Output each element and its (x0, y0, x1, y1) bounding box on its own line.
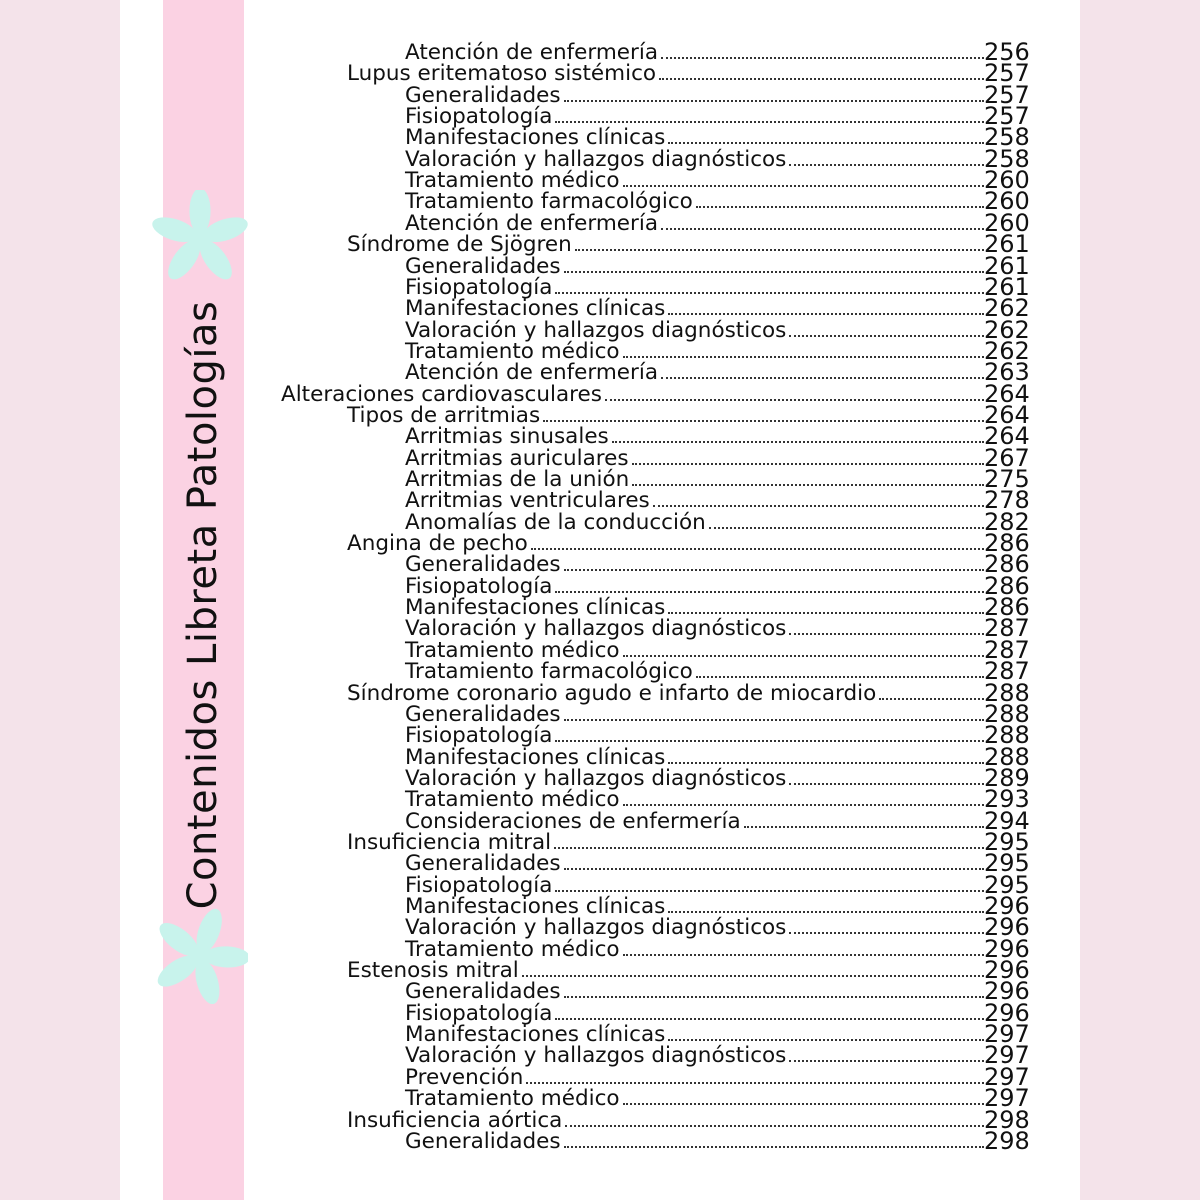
toc-entry-title: Tratamiento médico (405, 936, 620, 962)
dot-leader (564, 566, 984, 571)
toc-entry[interactable] (405, 443, 1030, 472)
dot-leader (789, 780, 984, 785)
toc-entry-title: Tratamiento médico (405, 1086, 620, 1112)
toc-entry[interactable] (347, 956, 1030, 985)
toc-page-number: 295 (984, 849, 1030, 878)
toc-page-number: 293 (984, 785, 1030, 814)
dot-leader (526, 1079, 984, 1084)
toc-entry-title: Angina de pecho (347, 531, 528, 557)
toc-entry-title: Tratamiento médico (405, 338, 620, 364)
toc-entry[interactable] (347, 59, 1030, 88)
toc-entry-title: Fisiopatología (405, 104, 553, 130)
toc-entry[interactable] (405, 721, 1030, 750)
toc-page-number: 258 (984, 123, 1030, 152)
dot-leader (623, 1100, 984, 1105)
toc-page-number: 287 (984, 657, 1030, 686)
toc-entry-title: Insuficiencia mitral (347, 829, 552, 855)
toc-page-number: 257 (984, 80, 1030, 109)
toc-page-number: 287 (984, 614, 1030, 643)
toc-entry[interactable] (405, 785, 1030, 814)
dot-leader (555, 737, 984, 742)
dot-leader (696, 203, 984, 208)
dot-leader (668, 908, 984, 913)
toc-entry-title: Arritmias de la unión (405, 467, 630, 492)
toc-entry-title: Fisiopatología (405, 723, 553, 749)
toc-entry[interactable] (405, 38, 1030, 66)
dot-leader (632, 460, 984, 465)
toc-page-number: 262 (984, 315, 1030, 344)
dot-leader (555, 1015, 984, 1020)
toc-entry-title: Generalidades (405, 552, 561, 578)
dot-leader (879, 695, 984, 700)
dot-leader (564, 268, 984, 273)
toc-entry-title: Valoración y hallazgos diagnósticos (405, 616, 787, 642)
dot-leader (789, 1057, 984, 1062)
toc-entry[interactable] (405, 657, 1030, 686)
toc-page-number: 296 (984, 913, 1030, 942)
toc-entry[interactable] (405, 1126, 1030, 1155)
toc-page-number: 258 (984, 144, 1030, 173)
dot-leader (612, 438, 984, 443)
toc-entry[interactable] (347, 400, 1030, 429)
toc-page-number: 298 (984, 1126, 1030, 1155)
toc-entry[interactable] (405, 144, 1030, 173)
toc-entry-title: Tratamiento médico (405, 637, 620, 663)
toc-entry-title: Manifestaciones clínicas (405, 744, 666, 770)
toc-entry[interactable] (405, 1041, 1030, 1070)
toc-entry-title: Tratamiento farmacológico (405, 189, 693, 215)
toc-page-number: 296 (984, 892, 1030, 920)
toc-page-number: 295 (984, 827, 1030, 856)
toc-entry-title: Valoración y hallazgos diagnósticos (405, 765, 787, 791)
dot-leader (555, 118, 984, 123)
toc-entry-title: Tratamiento farmacológico (405, 659, 693, 685)
dot-leader (709, 524, 984, 529)
toc-entry-title: Prevención (405, 1064, 524, 1090)
toc-page-number: 288 (984, 678, 1030, 707)
toc-page-number: 264 (984, 400, 1030, 429)
toc-entry-title: Arritmias auriculares (405, 445, 629, 471)
toc-entry[interactable] (347, 230, 1030, 259)
toc-page-number: 263 (984, 358, 1030, 387)
toc-page-number: 278 (984, 486, 1030, 515)
toc-entry-title: Manifestaciones clínicas (405, 894, 666, 919)
dot-leader (554, 844, 984, 849)
toc-entry[interactable] (405, 123, 1030, 152)
dot-leader (605, 396, 984, 401)
toc-entry[interactable] (405, 977, 1030, 1006)
toc-entry[interactable] (405, 507, 1030, 536)
toc-entry-title: Valoración y hallazgos diagnósticos (405, 915, 787, 941)
toc-entry-title: Atención de enfermería (405, 40, 659, 65)
toc-entry[interactable] (405, 465, 1030, 493)
toc-entry[interactable] (405, 870, 1030, 899)
toc-entry-title: Tratamiento médico (405, 787, 620, 813)
toc-entry[interactable] (405, 550, 1030, 579)
toc-entry-title: Valoración y hallazgos diagnósticos (405, 1043, 787, 1069)
dot-leader (623, 801, 984, 806)
toc-entry-title: Valoración y hallazgos diagnósticos (405, 146, 787, 172)
toc-page-number: 262 (984, 294, 1030, 323)
toc-page-number: 261 (984, 230, 1030, 259)
dot-leader (661, 374, 984, 379)
toc-entry[interactable] (281, 379, 1030, 408)
toc-entry[interactable] (405, 1084, 1030, 1113)
dot-leader (623, 353, 984, 358)
dot-leader (575, 246, 984, 251)
toc-entry[interactable] (405, 849, 1030, 878)
toc-entry[interactable] (405, 593, 1030, 622)
toc-entry[interactable] (405, 486, 1030, 515)
toc-entry[interactable] (405, 80, 1030, 109)
dot-leader (789, 332, 984, 337)
toc-page-number: 260 (984, 166, 1030, 195)
toc-entry[interactable] (405, 336, 1030, 365)
toc-page-number: 297 (984, 1041, 1030, 1070)
toc-entry-title: Lupus eritematoso sistémico (347, 61, 657, 87)
toc-entry-title: Manifestaciones clínicas (405, 125, 666, 151)
toc-page-number: 295 (984, 870, 1030, 899)
toc-page-number: 289 (984, 763, 1030, 792)
dot-leader (564, 993, 984, 998)
dot-leader (668, 759, 984, 764)
dot-leader (661, 225, 984, 230)
toc-page-number: 257 (984, 59, 1030, 88)
toc-entry[interactable] (405, 635, 1030, 664)
toc-entry[interactable] (405, 208, 1030, 237)
dot-leader (668, 1036, 984, 1041)
toc-page-number: 287 (984, 635, 1030, 664)
toc-entry-title: Arritmias ventriculares (405, 488, 650, 514)
toc-page-number: 286 (984, 529, 1030, 558)
toc-page-number: 282 (984, 507, 1030, 536)
toc-page-number: 256 (984, 38, 1030, 66)
toc-entry[interactable] (405, 892, 1030, 920)
toc-entry-title: Fisiopatología (405, 573, 553, 599)
dot-leader (623, 951, 984, 956)
dot-leader (555, 887, 984, 892)
toc-entry[interactable] (405, 358, 1030, 387)
dot-leader (668, 139, 984, 144)
toc-page-number: 288 (984, 742, 1030, 771)
toc-page-number: 288 (984, 699, 1030, 728)
toc-page-number: 257 (984, 102, 1030, 131)
toc-entry-title: Manifestaciones clínicas (405, 1022, 666, 1048)
toc-page-number: 288 (984, 721, 1030, 750)
toc-page-number: 296 (984, 977, 1030, 1006)
toc-page-number: 262 (984, 336, 1030, 365)
toc-entry-title: Insuficiencia aórtica (347, 1107, 563, 1133)
sidebar-title: Contenidos Libreta Patologías (180, 300, 226, 910)
toc-entry[interactable] (405, 422, 1030, 451)
toc-entry-title: Atención de enfermería (405, 360, 659, 386)
toc-entry[interactable] (405, 998, 1030, 1027)
dot-leader (564, 1143, 984, 1148)
toc-entry[interactable] (347, 1105, 1030, 1134)
toc-entry[interactable] (347, 827, 1030, 856)
dot-leader (531, 545, 984, 550)
toc-entry-title: Generalidades (405, 253, 561, 279)
toc-entry[interactable] (405, 1020, 1030, 1049)
dot-leader (696, 673, 984, 678)
dot-leader (661, 54, 984, 59)
toc-entry[interactable] (405, 1062, 1030, 1091)
toc-entry[interactable] (405, 934, 1030, 963)
toc-entry-title: Generalidades (405, 851, 561, 877)
toc-entry-title: Generalidades (405, 1128, 561, 1154)
toc-entry-title: Estenosis mitral (347, 958, 519, 984)
dot-leader (789, 161, 984, 166)
dot-leader (564, 97, 984, 102)
toc-entry-title: Fisiopatología (405, 274, 553, 300)
dot-leader (623, 652, 984, 657)
toc-entry[interactable] (347, 678, 1030, 707)
dot-leader (623, 182, 984, 187)
toc-page-number: 261 (984, 251, 1030, 280)
toc-entry-title: Manifestaciones clínicas (405, 296, 666, 322)
dot-leader (744, 823, 984, 828)
toc-entry-title: Consideraciones de enfermería (405, 808, 741, 834)
dot-leader (564, 865, 984, 870)
toc-entry[interactable] (347, 529, 1030, 558)
toc-page-number: 296 (984, 934, 1030, 963)
toc-entry[interactable] (405, 272, 1030, 301)
toc-page-number: 297 (984, 1084, 1030, 1113)
toc-entry-title: Atención de enfermería (405, 210, 659, 236)
toc-entry-title: Anomalías de la conducción (405, 509, 706, 535)
toc-page-number: 296 (984, 998, 1030, 1027)
toc-entry[interactable] (405, 913, 1030, 942)
toc-entry[interactable] (405, 742, 1030, 771)
toc-page-number: 275 (984, 465, 1030, 493)
toc-entry-title: Tratamiento médico (405, 168, 620, 194)
toc-page-number: 264 (984, 422, 1030, 451)
flower-icon (152, 908, 248, 1004)
dot-leader (565, 1122, 984, 1127)
dot-leader (668, 310, 984, 315)
toc-page-number: 260 (984, 187, 1030, 216)
toc-page-number: 267 (984, 443, 1030, 472)
dot-leader (789, 929, 984, 934)
toc-entry-title: Fisiopatología (405, 1000, 553, 1026)
toc-page-number: 297 (984, 1020, 1030, 1049)
toc-page-number: 298 (984, 1105, 1030, 1134)
dot-leader (522, 972, 984, 977)
toc-entry-title: Arritmias sinusales (405, 424, 609, 450)
flower-icon (152, 190, 248, 286)
toc-entry[interactable] (405, 571, 1030, 600)
toc-entry-title: Generalidades (405, 701, 561, 727)
toc-page-number: 294 (984, 806, 1030, 835)
toc-entry[interactable] (405, 806, 1030, 835)
toc-entry-title: Síndrome coronario agudo e infarto de miocardio (347, 680, 877, 706)
toc-page-number: 297 (984, 1062, 1030, 1091)
toc-entry-title: Síndrome de Sjögren (347, 232, 572, 258)
toc-page-number: 296 (984, 956, 1030, 985)
dot-leader (653, 502, 984, 507)
toc-entry-title: Valoración y hallazgos diagnósticos (405, 317, 787, 343)
toc-page-number: 260 (984, 208, 1030, 237)
toc-page-number: 264 (984, 379, 1030, 408)
toc-entry-title: Manifestaciones clínicas (405, 595, 666, 621)
toc-page-number: 261 (984, 272, 1030, 301)
toc-entry[interactable] (405, 699, 1030, 728)
toc-entry-title: Generalidades (405, 82, 561, 108)
dot-leader (555, 588, 984, 593)
toc-entry-title: Fisiopatología (405, 872, 553, 898)
dot-leader (632, 481, 984, 486)
toc-page-number: 286 (984, 593, 1030, 622)
toc-entry[interactable] (405, 166, 1030, 195)
dot-leader (564, 716, 984, 721)
toc-page-number: 286 (984, 571, 1030, 600)
dot-leader (789, 630, 984, 635)
dot-leader (555, 289, 984, 294)
dot-leader (659, 75, 984, 80)
toc-entry[interactable] (405, 294, 1030, 323)
toc-entry-title: Generalidades (405, 979, 561, 1005)
toc-entry[interactable] (405, 315, 1030, 344)
dot-leader (668, 609, 984, 614)
toc-entry[interactable] (405, 251, 1030, 280)
toc-entry-title: Alteraciones cardiovasculares (281, 381, 602, 407)
toc-entry[interactable] (405, 187, 1030, 216)
dot-leader (543, 417, 984, 422)
toc-entry[interactable] (405, 614, 1030, 643)
toc-entry-title: Tipos de arritmias (347, 402, 541, 428)
toc-entry[interactable] (405, 102, 1030, 131)
toc-page-number: 286 (984, 550, 1030, 579)
toc-entry[interactable] (405, 763, 1030, 792)
